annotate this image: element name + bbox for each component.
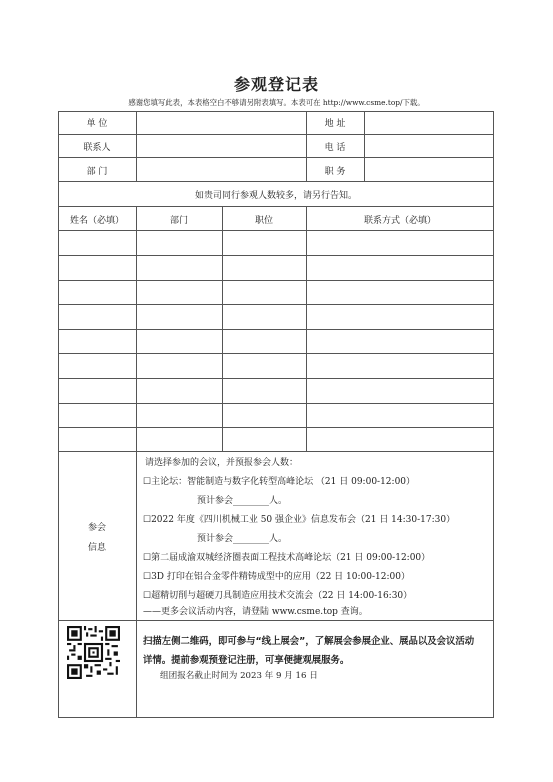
meeting-section-label-2: 信息 [87,543,106,553]
attendee-count-2[interactable]: 预计参会________人。 [197,534,288,544]
unit-label: 单 位 [86,119,108,129]
meeting-section-label: 参会 [87,523,106,533]
contact-field[interactable] [137,135,305,156]
form-title: 参观登记表 [233,75,319,94]
header-name: 姓名（必填） [69,216,124,226]
meeting-intro: 请选择参加的会议，并预报参会人数： [145,458,299,468]
meeting-option-3d-print[interactable]: ☐3D 打印在铝合金零件精铸成型中的应用（22 日 10:00-12:00） [143,572,410,582]
group-notice: 如贵司同行参观人数较多，请另行告知。 [194,191,357,201]
deadline-note: 组团报名截止时间为 2023 年 9 月 16 日 [160,671,318,681]
address-field[interactable] [365,112,493,133]
header-contact: 联系方式（必填） [363,216,436,226]
meeting-more-info: ——更多会议活动内容，请登陆 www.csme.top 查询。 [143,607,368,617]
unit-field[interactable] [137,112,305,133]
attendee-count-1[interactable]: 预计参会________人。 [197,496,288,506]
meeting-option-main-forum[interactable]: ☐主论坛：智能制造与数字化转型高峰论坛 （21 日 09:00-12:00） [143,477,416,487]
meeting-option-release[interactable]: ☐2022 年度《四川机械工业 50 强企业》信息发布会（21 日 14:30-17:30） [143,515,456,525]
qr-code-icon [67,626,120,679]
address-label: 地 址 [324,119,346,129]
header-position: 职位 [254,216,273,226]
meeting-option-cutting[interactable]: ☐超精切削与超硬刀具制造应用技术交流会（22 日 14:00-16:30） [143,591,413,601]
qr-instructions: 扫描左侧二维码，即可参与“线上展会”，了解展会参展企业、展品以及会议活动详情。提前参观预登记注册，可享便捷观展服务。 [143,636,475,666]
department-label: 部 门 [86,167,108,177]
header-department: 部门 [169,216,188,226]
contact-label: 联系人 [83,143,111,153]
meeting-option-surface[interactable]: ☐第二届成渝双城经济圈表面工程技术高峰论坛（21 日 09:00-12:00） [143,553,431,563]
form-note: 感谢您填写此表，本表格空白不够请另附表填写。本表可在 http://www.csme.top/下载。 [128,98,425,107]
position-field[interactable] [365,158,493,180]
department-field[interactable] [137,158,305,180]
phone-label: 电 话 [324,143,346,153]
phone-field[interactable] [365,135,493,156]
registration-form [58,111,494,718]
position-label: 职 务 [324,167,346,177]
